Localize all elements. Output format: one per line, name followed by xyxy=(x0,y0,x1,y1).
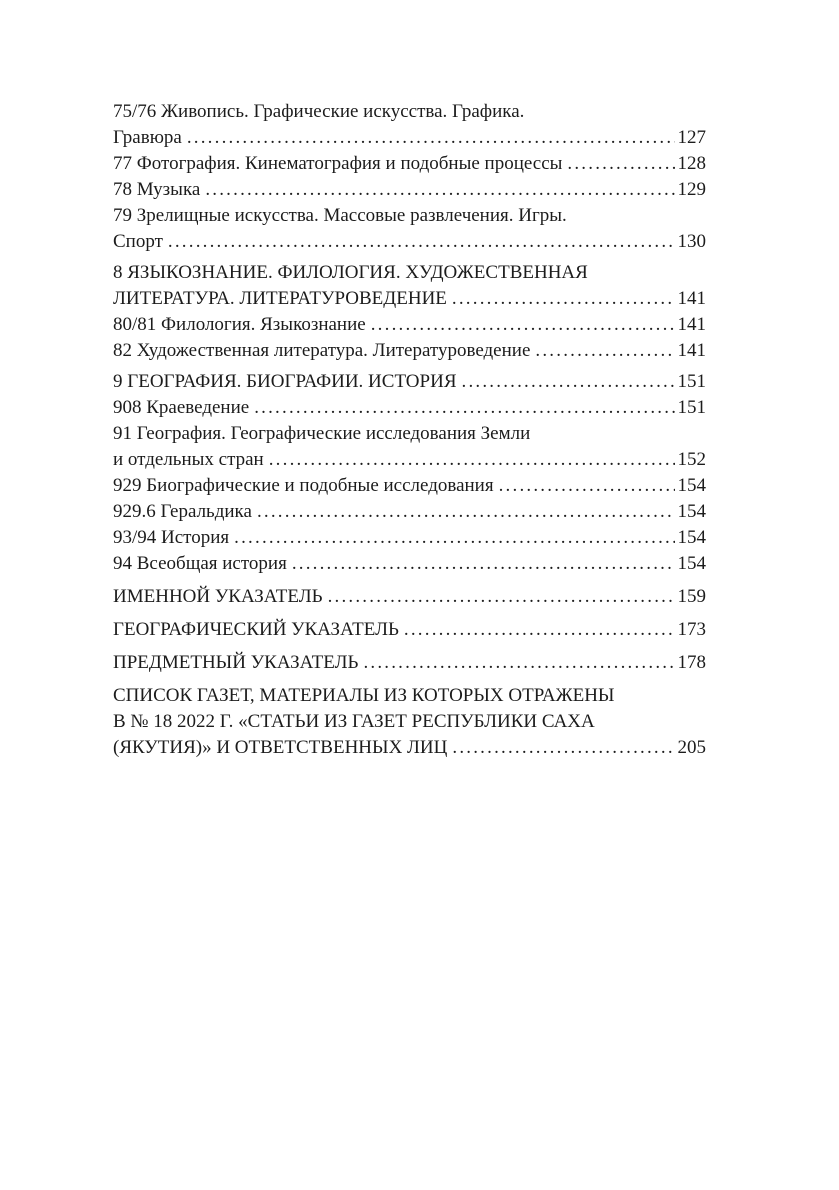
toc-entry xyxy=(113,260,706,312)
toc-line xyxy=(113,260,706,286)
toc-page-number: 154 xyxy=(677,553,706,574)
toc-entry-title: 91 География. Географические исследования Земли xyxy=(113,423,531,444)
toc-entry-title: ГЕОГРАФИЧЕСКИЙ УКАЗАТЕЛЬ xyxy=(113,619,399,640)
toc-entry-title: 80/81 Филология. Языкознание xyxy=(113,314,366,335)
toc-line-with-page xyxy=(113,229,706,255)
toc-entry-title: 94 Всеобщая история xyxy=(113,553,287,574)
toc-entry-title: 82 Художественная литература. Литературоведение xyxy=(113,340,531,361)
toc-line-with-page xyxy=(113,286,706,312)
toc-entry xyxy=(113,338,706,364)
toc-line xyxy=(113,203,706,229)
toc-page-number: 141 xyxy=(677,340,706,361)
toc-entry-title: 9 ГЕОГРАФИЯ. БИОГРАФИИ. ИСТОРИЯ xyxy=(113,371,457,392)
toc-line-with-page xyxy=(113,125,706,151)
dot-leader xyxy=(257,499,675,525)
toc-entry-title: В № 18 2022 Г. «СТАТЬИ ИЗ ГАЗЕТ РЕСПУБЛИКИ САХА xyxy=(113,711,595,732)
toc-line-with-page xyxy=(113,525,706,551)
toc-line-with-page xyxy=(113,312,706,338)
toc-entry-title: 78 Музыка xyxy=(113,179,201,200)
dot-leader xyxy=(328,584,675,610)
toc-line-with-page xyxy=(113,338,706,364)
toc-line-with-page xyxy=(113,551,706,577)
toc-page-number: 205 xyxy=(677,737,706,758)
toc-entry-title: (ЯКУТИЯ)» И ОТВЕТСТВЕННЫХ ЛИЦ xyxy=(113,737,448,758)
dot-leader xyxy=(168,229,675,255)
toc-line-with-page xyxy=(113,617,706,643)
dot-leader xyxy=(462,369,675,395)
toc-entry-title: СПИСОК ГАЗЕТ, МАТЕРИАЛЫ ИЗ КОТОРЫХ ОТРАЖЕНЫ xyxy=(113,685,615,706)
dot-leader xyxy=(371,312,675,338)
toc-entry xyxy=(113,650,706,676)
toc-page-number: 151 xyxy=(677,397,706,418)
toc-line xyxy=(113,709,706,735)
toc-page-number: 152 xyxy=(677,449,706,470)
toc-entry xyxy=(113,203,706,255)
toc-page-number: 129 xyxy=(677,179,706,200)
dot-leader xyxy=(234,525,674,551)
toc-page-number: 154 xyxy=(677,501,706,522)
toc-page-number: 173 xyxy=(677,619,706,640)
toc-page-number: 151 xyxy=(677,371,706,392)
toc-page-number: 154 xyxy=(677,475,706,496)
dot-leader xyxy=(205,177,674,203)
toc-entry-title: 929 Биографические и подобные исследования xyxy=(113,475,494,496)
toc-entry-title: 93/94 История xyxy=(113,527,230,548)
toc-page-number: 130 xyxy=(677,231,706,252)
toc-entry-title: Спорт xyxy=(113,231,163,252)
dot-leader xyxy=(567,151,674,177)
toc-line-with-page xyxy=(113,395,706,421)
toc-entry xyxy=(113,369,706,395)
toc-entry xyxy=(113,312,706,338)
toc-entry xyxy=(113,584,706,610)
toc-entry-title: 77 Фотография. Кинематография и подобные процессы xyxy=(113,153,563,174)
toc-list xyxy=(113,99,706,761)
toc-page-number: 127 xyxy=(677,127,706,148)
toc-line-with-page xyxy=(113,650,706,676)
toc-entry-title: 8 ЯЗЫКОЗНАНИЕ. ФИЛОЛОГИЯ. ХУДОЖЕСТВЕННАЯ xyxy=(113,262,588,283)
dot-leader xyxy=(404,617,675,643)
toc-entry-title: 929.6 Геральдика xyxy=(113,501,252,522)
toc-page-number: 141 xyxy=(677,314,706,335)
toc-entry-title: 79 Зрелищные искусства. Массовые развлечения. Игры. xyxy=(113,205,567,226)
dot-leader xyxy=(292,551,675,577)
toc-entry xyxy=(113,683,706,761)
dot-leader xyxy=(452,286,675,312)
dot-leader xyxy=(187,125,675,151)
toc-line xyxy=(113,421,706,447)
toc-entry xyxy=(113,151,706,177)
toc-line-with-page xyxy=(113,369,706,395)
toc-line xyxy=(113,99,706,125)
toc-line-with-page xyxy=(113,473,706,499)
toc-entry-title: ИМЕННОЙ УКАЗАТЕЛЬ xyxy=(113,586,323,607)
toc-page-number: 141 xyxy=(677,288,706,309)
toc-entry xyxy=(113,499,706,525)
toc-line-with-page xyxy=(113,447,706,473)
toc-line-with-page xyxy=(113,177,706,203)
toc-entry-title: ПРЕДМЕТНЫЙ УКАЗАТЕЛЬ xyxy=(113,652,359,673)
toc-entry-title: и отдельных стран xyxy=(113,449,264,470)
toc-entry xyxy=(113,473,706,499)
toc-entry xyxy=(113,395,706,421)
toc-entry-title: 908 Краеведение xyxy=(113,397,250,418)
toc-entry-title: ЛИТЕРАТУРА. ЛИТЕРАТУРОВЕДЕНИЕ xyxy=(113,288,447,309)
toc-line xyxy=(113,683,706,709)
toc-page-number: 178 xyxy=(677,652,706,673)
toc-entry-title: Гравюра xyxy=(113,127,182,148)
toc-page-number: 154 xyxy=(677,527,706,548)
toc-entry xyxy=(113,177,706,203)
toc-page-number: 128 xyxy=(677,153,706,174)
dot-leader xyxy=(269,447,675,473)
dot-leader xyxy=(535,338,674,364)
toc-line-with-page xyxy=(113,735,706,761)
toc-entry-title: 75/76 Живопись. Графические искусства. Графика. xyxy=(113,101,525,122)
toc-line-with-page xyxy=(113,584,706,610)
dot-leader xyxy=(452,735,674,761)
toc-entry xyxy=(113,551,706,577)
toc-entry xyxy=(113,525,706,551)
dot-leader xyxy=(254,395,674,421)
toc-page-number: 159 xyxy=(677,586,706,607)
toc-line-with-page xyxy=(113,499,706,525)
dot-leader xyxy=(499,473,675,499)
dot-leader xyxy=(363,650,674,676)
toc-line-with-page xyxy=(113,151,706,177)
toc-entry xyxy=(113,99,706,151)
toc-entry xyxy=(113,617,706,643)
toc-entry xyxy=(113,421,706,473)
